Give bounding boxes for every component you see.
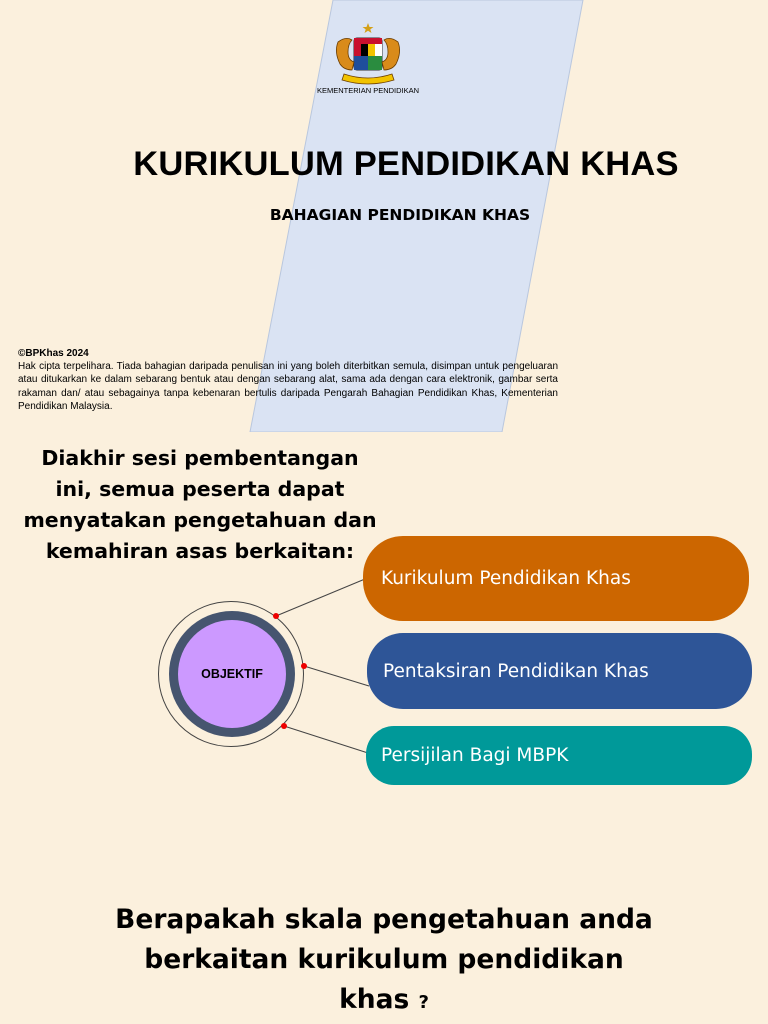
copyright-block: [18, 347, 558, 413]
question-text: [110, 900, 658, 1023]
question-body: Berapakah skala pengetahuan anda berkaitan kurikulum pendidikan khas: [115, 904, 653, 1015]
coat-of-arms-icon: [330, 22, 406, 86]
objective-label: OBJEKTIF: [201, 667, 263, 681]
connector-dot: [273, 613, 279, 619]
page-title: KURIKULUM PENDIDIKAN KHAS: [133, 145, 679, 183]
objective-circle: [178, 620, 286, 728]
copyright-notice: Hak cipta terpelihara. Tiada bahagian daripada penulisan ini yang boleh diterbitkan semula, disimpan untuk pengeluaran atau ditukarkan ke dalam sebarang bentuk atau dengan sebarang alat, sama ada dengan cara elektronik, gambar serta rakaman dan/ atau sebagainya tanpa kebenaran bertulis daripada Pengarah Bahagian Pendidikan Khas, Kementerian Pendidikan Malaysia.: [18, 361, 558, 412]
objective-item-pentaksiran: [367, 633, 752, 709]
ministry-label: KEMENTERIAN PENDIDIKAN: [316, 86, 420, 95]
objective-item-kurikulum: [363, 536, 749, 621]
intro-text: Diakhir sesi pembentangan ini, semua peserta dapat menyatakan pengetahuan dan kemahiran asas berkaitan:: [23, 446, 377, 563]
objective-item-label: Kurikulum Pendidikan Khas: [381, 568, 631, 589]
connector-dot: [301, 663, 307, 669]
question-mark: ?: [418, 992, 429, 1013]
page-subtitle: BAHAGIAN PENDIDIKAN KHAS: [269, 206, 531, 224]
objective-item-label: Pentaksiran Pendidikan Khas: [383, 660, 649, 682]
cover-slide: [0, 0, 768, 432]
connector-dot: [281, 723, 287, 729]
objective-item-persijilan: [366, 726, 752, 785]
copyright-holder: ©BPKhas 2024: [18, 348, 89, 359]
objective-item-label: Persijilan Bagi MBPK: [381, 745, 569, 766]
